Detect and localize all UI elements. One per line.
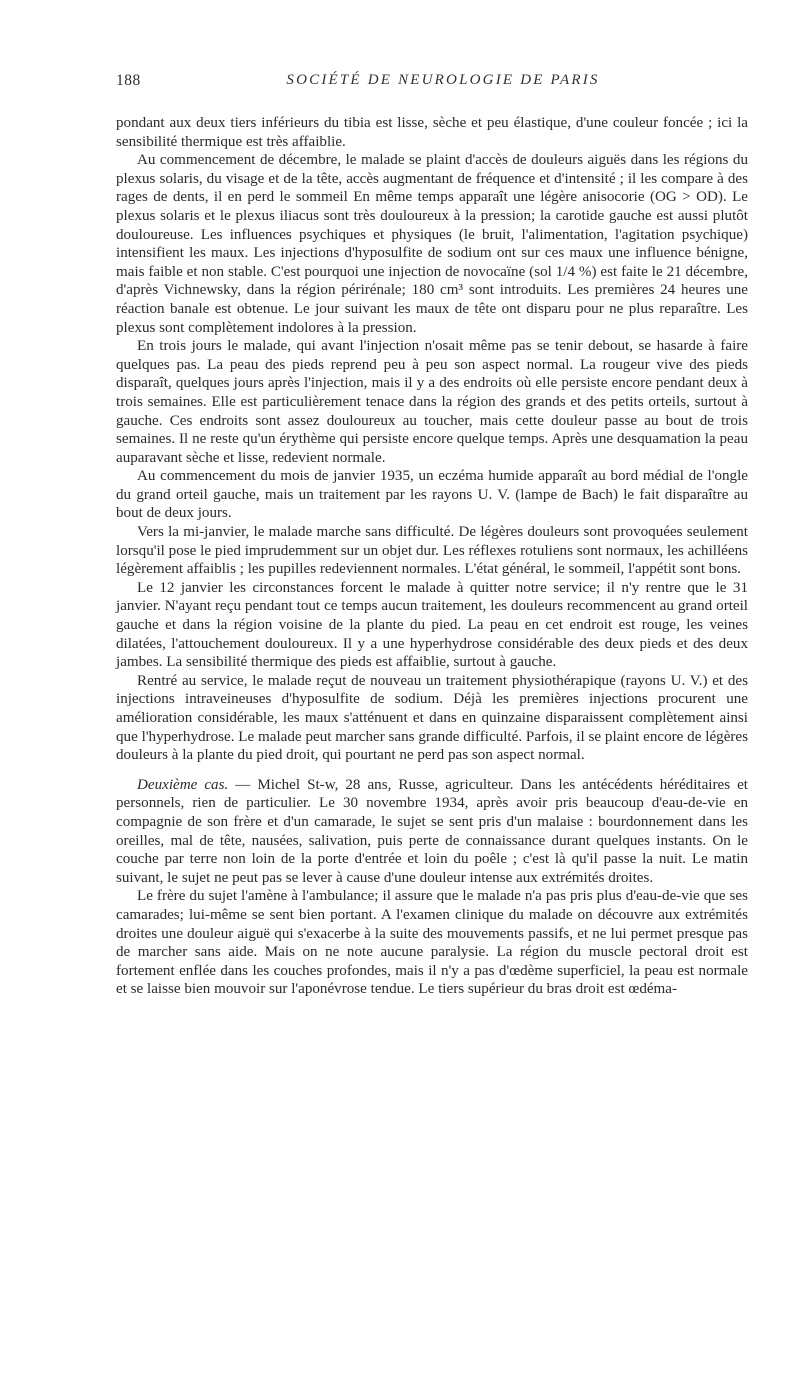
paragraph-6: Le 12 janvier les circonstances forcent le malade à quitter notre service; il n'y rentre que le 31 janvier. N'ayant reçu pendant tout ce temps aucun traitement, les douleurs recommencent au grand orteil gauche et dans la région voisine de la plante du pied. La peau en cet endroit est rouge, les veines dilatées, l'attouchement douloureux. Il y a une hyperhydrose considérable des deux pieds et des deux jambes. La sensibilité thermique des pieds est affaiblie, surtout à gauche. <box>116 579 748 671</box>
page-header <box>116 72 748 94</box>
paragraph-9: Le frère du sujet l'amène à l'ambulance; il assure que le malade n'a pas pris plus d'eau-de-vie que ses camarades; lui-même se sent bien portant. A l'examen clinique du malade on découvre aux extrémités droites une douleur aiguë qui s'exacerbe à la suite des mouvements passifs, et ne lui permet presque pas de marcher sans aide. Mais on ne note aucune paralysie. La région du muscle pectoral droit est fortement enflée dans les couches profondes, mais il n'y a pas d'œdème superficiel, la peau est normale et se laisse bien mouvoir sur l'aponévrose tendue. Le tiers supérieur du bras droit est œdéma- <box>116 888 748 998</box>
paragraph-2: Au commencement de décembre, le malade se plaint d'accès de douleurs aiguës dans les régions du plexus solaris, du visage et de la tête, accès augmentant de fréquence et d'intensité ; il les compare à des rages de dents, il en perd le sommeil En même temps apparaît une légère anisocorie (OG > OD). Le plexus solaris et le plexus iliacus sont très douloureux à la pression; la carotide gauche est aussi plutôt douloureuse. Les influences psychiques et physiques (le bruit, l'alimentation, l'agitation psychique) intensifient les maux. Les injections d'hyposulfite de sodium ont sur ces maux une influence bénigne, mais faible et non stable. C'est pourquoi une injection de novocaïne (sol 1/4 %) est faite le 21 décembre, d'après Vichnewsky, dans la région périrénale; 180 cm³ sont introduits. Les premières 24 heures une réaction banale est obtenue. Le jour suivant les maux de tête ont disparu pour ne plus reparaître. Les plexus sont complètement indolores à la pression. <box>116 152 748 336</box>
page-number: 188 <box>116 72 141 89</box>
paragraph-7: Rentré au service, le malade reçut de nouveau un traitement physiothérapique (rayons U. V.) et des injections intraveineuses d'hyposulfite de sodium. Déjà les premières injections procurent une amélioration considérable, les maux s'atténuent et dans en quinzaine disparaissent complètement ainsi que l'hyperhydrose. Le malade peut marcher sans grande difficulté. Parfois, il se plaint encore de légères douleurs à la plante du pied droit, qui pourtant ne perd pas son aspect normal. <box>116 672 748 764</box>
paragraph-3: En trois jours le malade, qui avant l'injection n'osait même pas se tenir debout, se hasarde à faire quelques pas. La peau des pieds reprend peu à peu son aspect normal. La rougeur vive des pieds disparaît, quelques jours après l'injection, mais il y a des endroits où elle persiste encore pendant deux à trois semaines. Elle est particulièrement tenace dans la région des grands et des petits orteils, surtout à gauche. Ces endroits sont assez douloureux au toucher, mais cette douleur passe au bout de trois semaines. Il ne reste qu'un érythème qui persiste encore quelque temps. Après une desquamation la peau auparavant sèche et lisse, redevient normale. <box>116 338 748 466</box>
paragraph-4: Au commencement du mois de janvier 1935, un eczéma humide apparaît au bord médial de l'ongle du grand orteil gauche, mais un traitement par les rayons U. V. (lampe de Bach) le fait disparaître au bout de deux jours. <box>116 468 748 522</box>
case-text: — Michel St-w, 28 ans, Russe, agriculteur. Dans les antécédents héréditaires et personnels, rien de particulier. Le 30 novembre 1934, après avoir pris beaucoup d'eau-de-vie en compagnie de son frère et d'un camarade, le sujet se sent pris d'un malaise : bourdonnement dans les oreilles, mal de tête, nausées, salivation, puis perte de connaissance durant quelques instants. On le couche par terre non loin de la porte d'entrée et loin du poêle ; c'est là qu'il passe la nuit. Le matin suivant, le sujet ne peut pas se lever à cause d'une douleur intense aux extrémités droites. <box>116 776 748 886</box>
paragraph-5: Vers la mi-janvier, le malade marche sans difficulté. De légères douleurs sont provoquées seulement lorsqu'il pose le pied imprudemment sur un objet dur. Les réflexes rotuliens sont normaux, les achilléens légèrement affaiblis ; les pupilles redeviennent normales. L'état général, le sommeil, l'appétit sont bons. <box>116 524 748 578</box>
paragraph-8-second-case <box>116 776 748 888</box>
article-body <box>116 114 748 999</box>
case-heading: Deuxième cas. <box>137 776 229 793</box>
running-title: SOCIÉTÉ DE NEUROLOGIE DE PARIS <box>286 72 600 88</box>
paragraph-1: pondant aux deux tiers inférieurs du tibia est lisse, sèche et peu élastique, d'une couleur foncée ; ici la sensibilité thermique est très affaiblie. <box>116 115 748 150</box>
